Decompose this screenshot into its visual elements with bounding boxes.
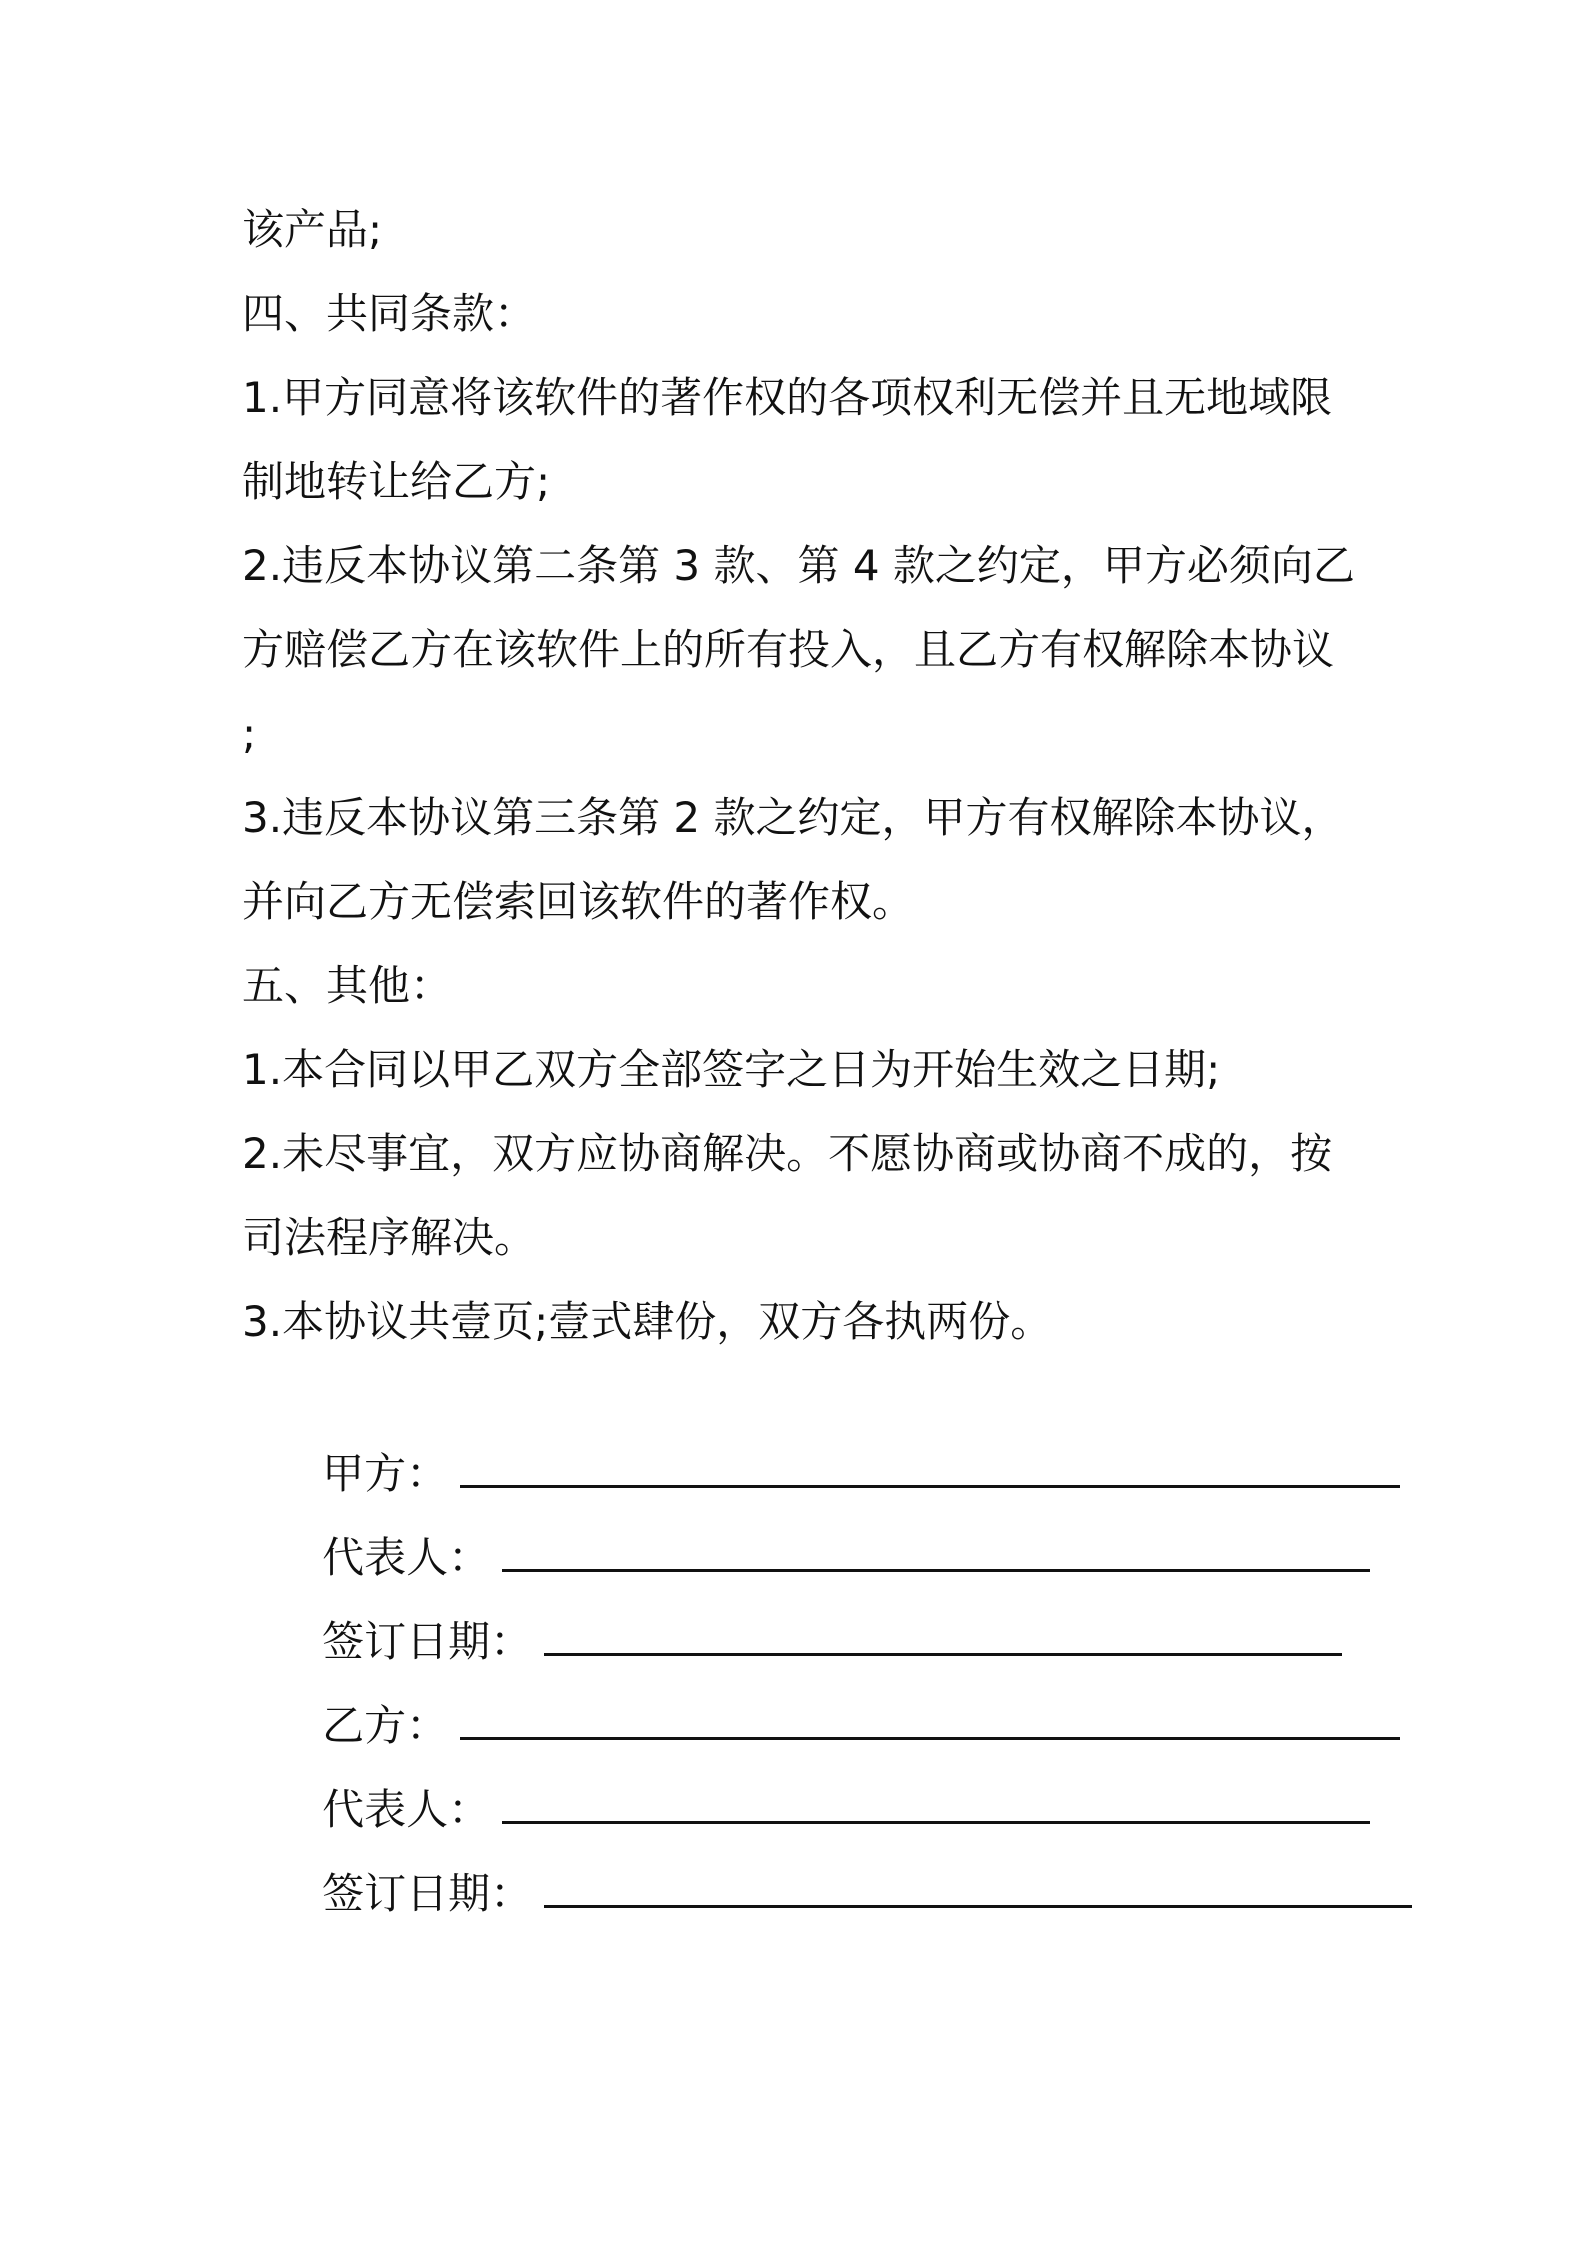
signature-label: 甲方：: [322, 1449, 449, 1498]
paragraph-line: 2.违反本协议第二条第 3 款、第 4 款之约定，甲方必须向乙: [242, 541, 1355, 590]
paragraph-line: 3.违反本协议第三条第 2 款之约定，甲方有权解除本协议，: [242, 793, 1344, 842]
paragraph-line: 1.本合同以甲乙双方全部签字之日为开始生效之日期;: [242, 1045, 1221, 1094]
signature-blank-line[interactable]: [544, 1861, 1412, 1908]
section-heading-common-terms: 四、共同条款：: [242, 289, 537, 338]
paragraph-line: 司法程序解决。: [242, 1213, 537, 1262]
signature-label: 代表人：: [322, 1533, 491, 1582]
paragraph-line: ;: [242, 709, 257, 758]
paragraph-line: 3.本协议共壹页;壹式肆份，双方各执两份。: [242, 1297, 1053, 1346]
signature-blank-line[interactable]: [502, 1525, 1370, 1572]
paragraph-line: 1.甲方同意将该软件的著作权的各项权利无偿并且无地域限: [242, 373, 1333, 422]
signature-label: 乙方：: [322, 1701, 449, 1750]
signature-label: 签订日期：: [322, 1869, 533, 1918]
signature-blank-line[interactable]: [502, 1777, 1370, 1824]
paragraph-line: 制地转让给乙方;: [242, 457, 551, 506]
section-heading-other: 五、其他：: [242, 961, 453, 1010]
signature-blank-line[interactable]: [460, 1441, 1400, 1488]
signature-blank-line[interactable]: [544, 1609, 1342, 1656]
paragraph-line: 该产品;: [242, 205, 383, 254]
signature-label: 签订日期：: [322, 1617, 533, 1666]
signature-label: 代表人：: [322, 1785, 491, 1834]
paragraph-line: 方赔偿乙方在该软件上的所有投入，且乙方有权解除本协议: [242, 625, 1335, 674]
signature-row-party-a: [242, 1372, 1362, 1498]
signature-blank-line[interactable]: [460, 1693, 1400, 1740]
paragraph-line: 并向乙方无偿索回该软件的著作权。: [242, 877, 915, 926]
paragraph-line: 2.未尽事宜，双方应协商解决。不愿协商或协商不成的，按: [242, 1129, 1333, 1178]
contract-body: [242, 196, 1362, 1918]
